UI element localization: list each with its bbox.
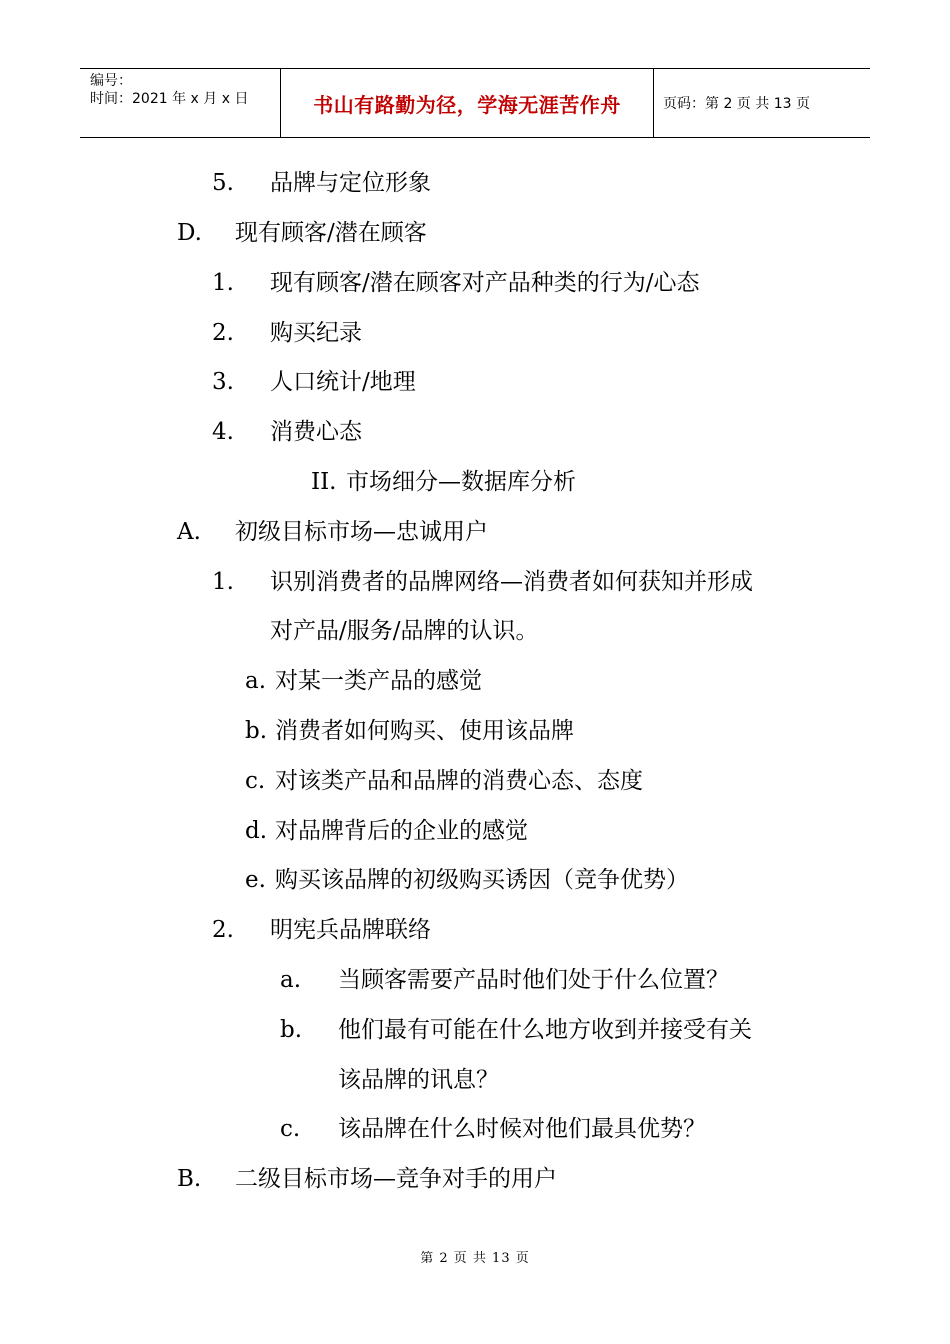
list-item bbox=[280, 1016, 752, 1044]
list-text: 购买该品牌的初级购买诱因（竞争优势） bbox=[275, 867, 689, 893]
list-text: 品牌与定位形象 bbox=[270, 170, 431, 196]
header-page-info: 页码：第 2 页 共 13 页 bbox=[663, 96, 810, 112]
list-item-continuation bbox=[270, 617, 539, 645]
list-text: 他们最有可能在什么地方收到并接受有关 bbox=[338, 1017, 752, 1043]
list-marker: a. bbox=[245, 668, 267, 694]
list-marker: c. bbox=[280, 1116, 301, 1142]
list-marker: 1. bbox=[212, 270, 234, 296]
list-text: 对该类产品和品牌的消费心态、态度 bbox=[275, 768, 643, 794]
list-marker: b. bbox=[245, 718, 268, 744]
list-item bbox=[212, 916, 431, 944]
list-text: 对某一类产品的感觉 bbox=[275, 668, 482, 694]
list-item bbox=[212, 169, 431, 197]
list-text: 对产品/服务/品牌的认识。 bbox=[270, 618, 539, 644]
list-text: 明宪兵品牌联络 bbox=[270, 917, 431, 943]
list-marker: 2. bbox=[212, 320, 234, 346]
list-item bbox=[212, 368, 416, 396]
list-text: 人口统计/地理 bbox=[270, 369, 416, 395]
list-marker: A. bbox=[177, 519, 201, 545]
list-text: 现有顾客/潜在顾客 bbox=[235, 220, 427, 246]
section-marker: II. bbox=[311, 469, 337, 495]
list-marker: e. bbox=[245, 867, 266, 893]
list-item bbox=[212, 418, 362, 446]
list-marker: b. bbox=[280, 1017, 303, 1043]
list-item bbox=[212, 319, 362, 347]
list-text: 该品牌的讯息？ bbox=[338, 1067, 499, 1093]
list-text: 识别消费者的品牌网络—消费者如何获知并形成 bbox=[270, 569, 753, 595]
list-text: 消费心态 bbox=[270, 419, 362, 445]
list-text: 该品牌在什么时候对他们最具优势？ bbox=[338, 1116, 706, 1142]
list-item bbox=[245, 717, 574, 745]
list-text: 现有顾客/潜在顾客对产品种类的行为/心态 bbox=[270, 270, 700, 296]
list-item bbox=[245, 817, 528, 845]
list-marker: D. bbox=[177, 220, 202, 246]
list-marker: 3. bbox=[212, 369, 234, 395]
header-meta bbox=[80, 69, 281, 137]
section-title: 市场细分—数据库分析 bbox=[346, 469, 576, 495]
page-footer: 第 2 页 共 13 页 bbox=[420, 1251, 530, 1266]
list-item bbox=[280, 1115, 706, 1143]
list-text: 购买纪录 bbox=[270, 320, 362, 346]
list-marker: 4. bbox=[212, 419, 234, 445]
list-item bbox=[212, 269, 700, 297]
list-text: 消费者如何购买、使用该品牌 bbox=[275, 718, 574, 744]
page-header bbox=[80, 68, 870, 138]
number-label: 编号： bbox=[90, 73, 132, 89]
list-marker: 1. bbox=[212, 569, 234, 595]
date-label: 时间：2021 年 x 月 x 日 bbox=[90, 91, 249, 107]
list-text: 当顾客需要产品时他们处于什么位置？ bbox=[338, 967, 729, 993]
section-heading bbox=[311, 468, 576, 496]
list-marker: c. bbox=[245, 768, 266, 794]
list-item bbox=[177, 518, 488, 546]
list-item bbox=[245, 667, 482, 695]
list-marker: a. bbox=[280, 967, 302, 993]
list-text: 初级目标市场—忠诚用户 bbox=[235, 519, 488, 545]
list-marker: d. bbox=[245, 818, 268, 844]
list-item bbox=[280, 966, 729, 994]
list-item-continuation bbox=[338, 1066, 499, 1094]
list-item bbox=[177, 1165, 557, 1193]
list-text: 二级目标市场—竞争对手的用户 bbox=[235, 1166, 557, 1192]
list-item bbox=[245, 767, 643, 795]
list-item bbox=[245, 866, 689, 894]
list-text: 对品牌背后的企业的感觉 bbox=[275, 818, 528, 844]
list-item bbox=[177, 219, 427, 247]
header-motto: 书山有路勤为径，学海无涯苦作舟 bbox=[281, 69, 654, 137]
list-marker: 2. bbox=[212, 917, 234, 943]
list-marker: B. bbox=[177, 1166, 202, 1192]
list-item bbox=[212, 568, 753, 596]
list-marker: 5. bbox=[212, 170, 234, 196]
